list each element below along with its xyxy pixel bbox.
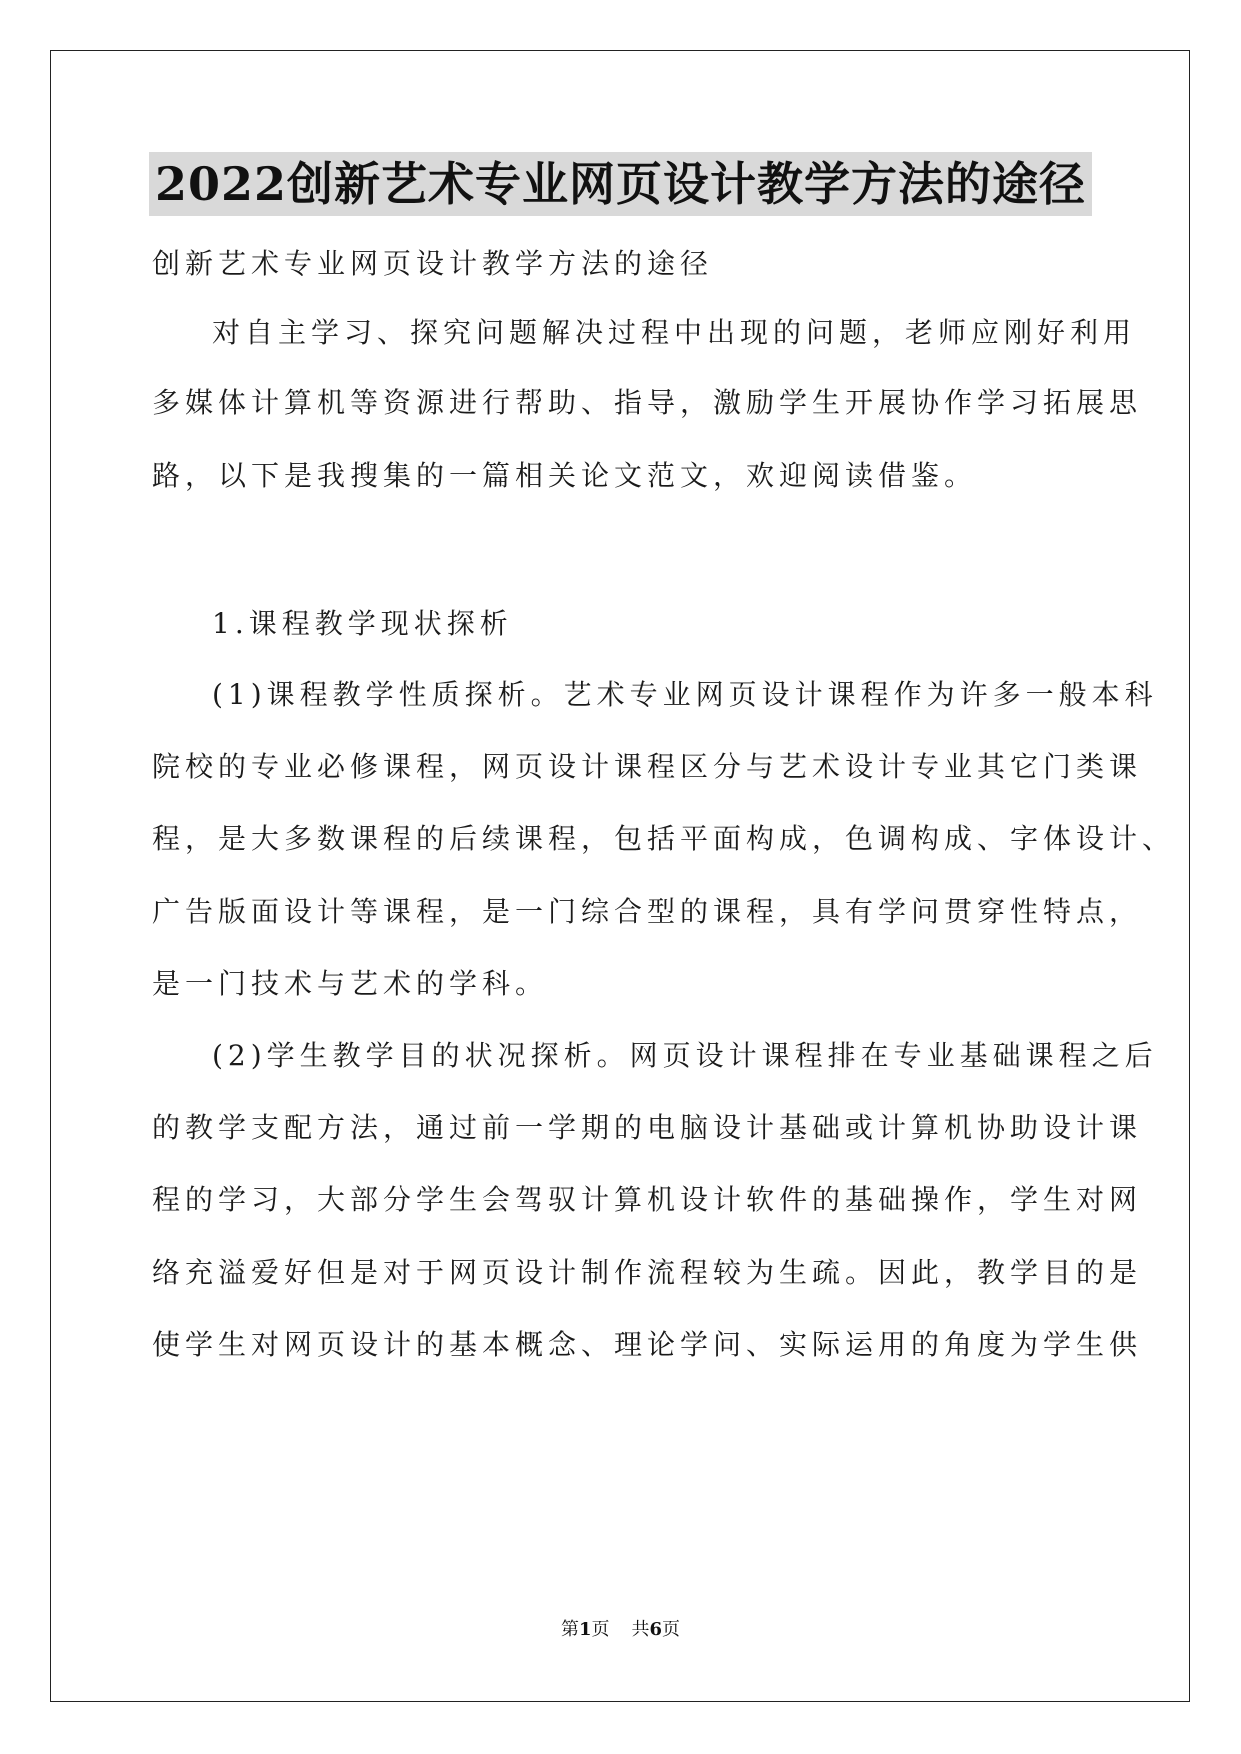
paragraph-line: 的教学支配方法，通过前一学期的电脑设计基础或计算机协助设计课: [152, 1111, 1143, 1144]
title-block: [0, 152, 1241, 216]
paragraph-line: 络充溢爱好但是对于网页设计制作流程较为生疏。因此，教学目的是: [152, 1256, 1143, 1289]
paragraph-line: 使学生对网页设计的基本概念、理论学问、实际运用的角度为学生供: [152, 1328, 1143, 1361]
page-footer: [0, 1618, 1241, 1642]
page-border: [50, 50, 1190, 1702]
section-heading: 1.课程教学现状探析: [212, 607, 513, 640]
paragraph-line: (2)学生教学目的状况探析。网页设计课程排在专业基础课程之后: [212, 1039, 1158, 1072]
total-prefix: 共: [631, 1619, 650, 1640]
paragraph-line: 是一门技术与艺术的学科。: [152, 967, 549, 1000]
paragraph-line: 院校的专业必修课程，网页设计课程区分与艺术设计专业其它门类课: [152, 750, 1143, 783]
page-suffix: 页: [591, 1619, 610, 1640]
paragraph-line: 程，是大多数课程的后续课程，包括平面构成，色调构成、字体设计、: [152, 822, 1176, 855]
paragraph-line: 路，以下是我搜集的一篇相关论文范文，欢迎阅读借鉴。: [152, 459, 978, 492]
paragraph-line: 多媒体计算机等资源进行帮助、指导，激励学生开展协作学习拓展思: [152, 386, 1143, 419]
document-title: 2022创新艺术专业网页设计教学方法的途径: [149, 152, 1092, 216]
paragraph-line: 程的学习，大部分学生会驾驭计算机设计软件的基础操作，学生对网: [152, 1183, 1143, 1216]
subtitle-line: 创新艺术专业网页设计教学方法的途径: [152, 247, 714, 280]
paragraph-line: 对自主学习、探究问题解决过程中出现的问题，老师应刚好利用: [212, 316, 1137, 349]
paragraph-line: 广告版面设计等课程，是一门综合型的课程，具有学问贯穿性特点，: [152, 895, 1143, 928]
total-pages: 6: [649, 1619, 663, 1640]
paragraph-line: (1)课程教学性质探析。艺术专业网页设计课程作为许多一般本科: [212, 678, 1158, 711]
page-number: 1: [578, 1619, 592, 1640]
total-suffix: 页: [662, 1619, 681, 1640]
page-prefix: 第: [560, 1619, 579, 1640]
